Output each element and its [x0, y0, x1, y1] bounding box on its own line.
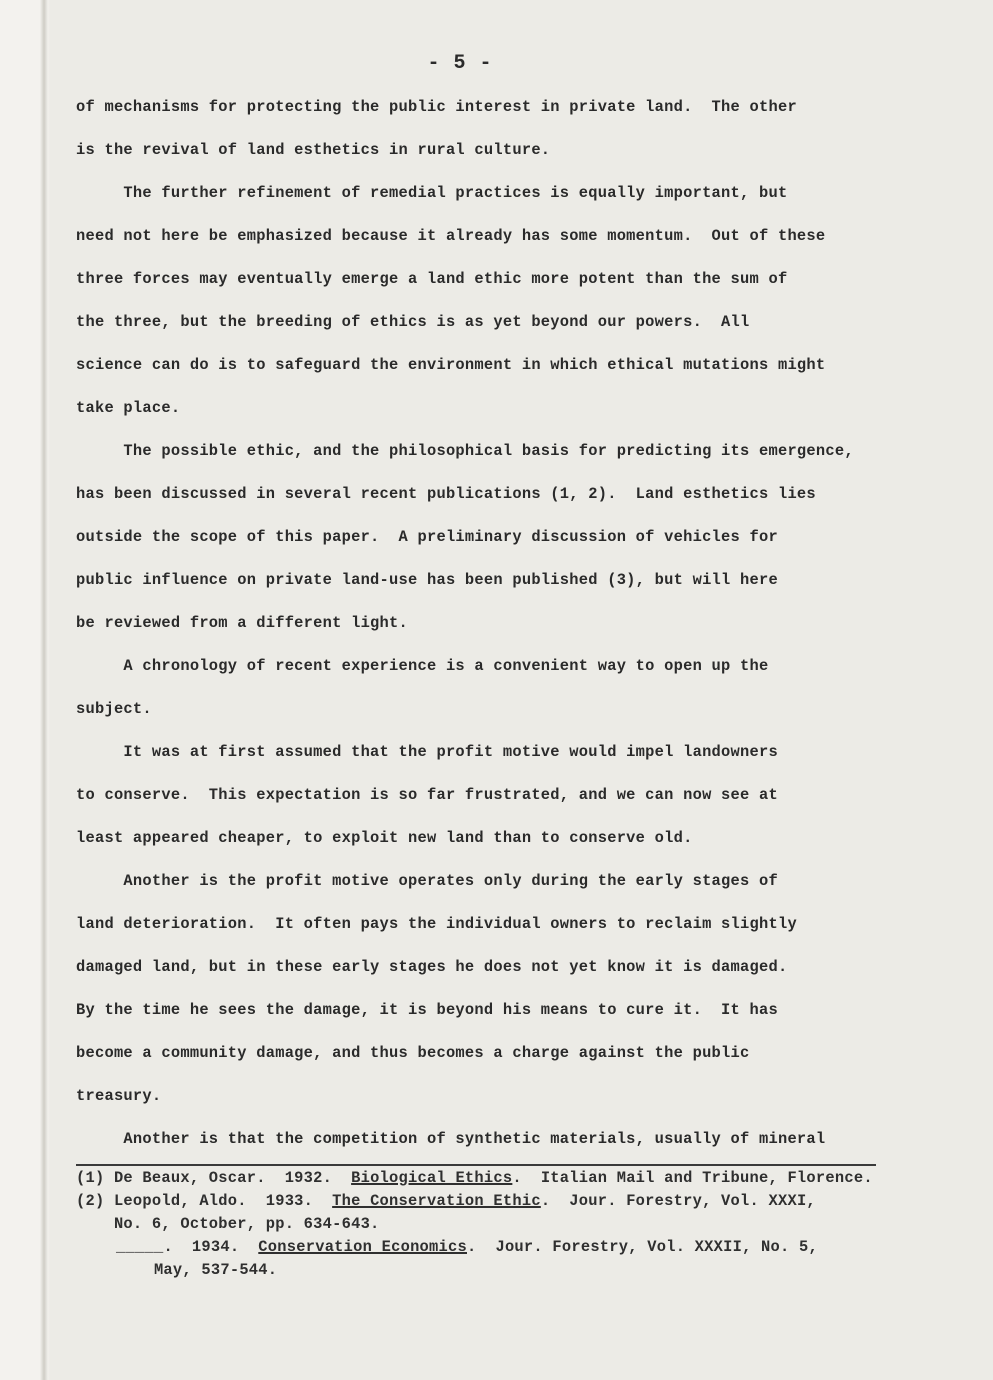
text-line: Another is the profit motive operates only during the early stages of: [76, 872, 778, 890]
footnote-2-prefix: (2) Leopold, Aldo. 1933.: [76, 1192, 333, 1210]
text-line: need not here be emphasized because it already has some momentum. Out of these: [76, 227, 826, 245]
text-line: has been discussed in several recent publications (1, 2). Land esthetics lies: [76, 485, 816, 503]
footnote-3: [116, 1236, 818, 1258]
page-number: - 5 -: [427, 52, 493, 75]
footnote-1-suffix: . Italian Mail and Tribune, Florence.: [512, 1169, 873, 1187]
text-line: is the revival of land esthetics in rural culture.: [76, 141, 551, 159]
text-line: public influence on private land-use has been published (3), but will here: [76, 571, 778, 589]
footnote-1: [76, 1167, 873, 1189]
text-line: three forces may eventually emerge a land ethic more potent than the sum of: [76, 270, 788, 288]
footnote-3-title: Conservation Economics: [258, 1238, 467, 1256]
text-line: land deterioration. It often pays the individual owners to reclaim slightly: [76, 915, 797, 933]
footnote-divider: [76, 1164, 876, 1166]
text-line: Another is that the competition of synthetic materials, usually of mineral: [76, 1130, 826, 1148]
text-line: By the time he sees the damage, it is beyond his means to cure it. It has: [76, 1001, 778, 1019]
footnote-2: [76, 1190, 816, 1212]
text-line: subject.: [76, 700, 152, 718]
text-line: The further refinement of remedial practices is equally important, but: [76, 184, 788, 202]
text-line: be reviewed from a different light.: [76, 614, 409, 632]
text-line: science can do is to safeguard the environment in which ethical mutations might: [76, 356, 826, 374]
text-line: The possible ethic, and the philosophical basis for predicting its emergence,: [76, 442, 854, 460]
text-line: treasury.: [76, 1087, 162, 1105]
footnote-2-suffix: . Jour. Forestry, Vol. XXXI,: [540, 1192, 816, 1210]
text-line: the three, but the breeding of ethics is as yet beyond our powers. All: [76, 313, 750, 331]
text-line: of mechanisms for protecting the public interest in private land. The other: [76, 98, 797, 116]
text-line: A chronology of recent experience is a convenient way to open up the: [76, 657, 769, 675]
text-line: take place.: [76, 399, 181, 417]
footnote-3-continuation: May, 537-544.: [116, 1261, 278, 1279]
footnote-3-prefix: . 1934.: [163, 1238, 259, 1256]
text-line: to conserve. This expectation is so far frustrated, and we can now see at: [76, 786, 778, 804]
footnote-3-suffix: . Jour. Forestry, Vol. XXXII, No. 5,: [467, 1238, 818, 1256]
footnote-2-continuation: No. 6, October, pp. 634-643.: [76, 1215, 380, 1233]
text-line: damaged land, but in these early stages he does not yet know it is damaged.: [76, 958, 788, 976]
text-line: become a community damage, and thus becomes a charge against the public: [76, 1044, 750, 1062]
footnote-2-title: The Conservation Ethic: [332, 1192, 541, 1210]
text-line: outside the scope of this paper. A preliminary discussion of vehicles for: [76, 528, 778, 546]
text-line: It was at first assumed that the profit motive would impel landowners: [76, 743, 778, 761]
footnote-3-blank: _____: [116, 1238, 164, 1256]
footnote-1-prefix: (1) De Beaux, Oscar. 1932.: [76, 1169, 352, 1187]
text-line: least appeared cheaper, to exploit new land than to conserve old.: [76, 829, 693, 847]
footnote-1-title: Biological Ethics: [351, 1169, 513, 1187]
page-binding-edge: [0, 0, 50, 1380]
